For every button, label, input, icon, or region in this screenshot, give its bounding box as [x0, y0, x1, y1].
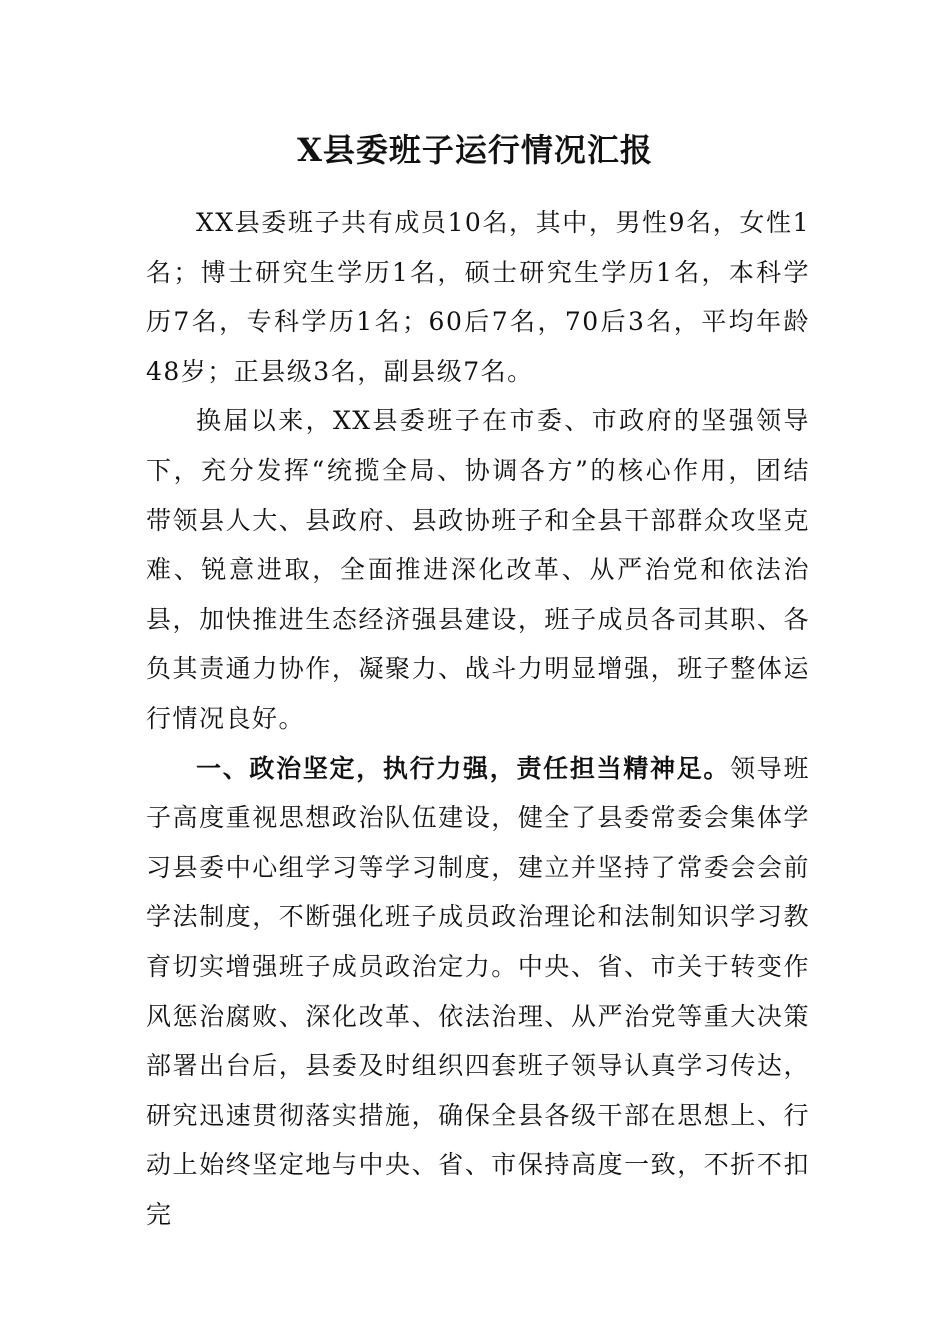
paragraph-members [146, 198, 810, 396]
document-title: X县委班子运行情况汇报 [297, 131, 653, 169]
document-body [146, 198, 810, 1239]
section-heading: 一、政治坚定，执行力强，责任担当精神足。 [196, 753, 731, 783]
paragraph-overview [146, 396, 810, 743]
paragraph-section-one [146, 744, 810, 1240]
paragraph-text: 换届以来，XX县委班子在市委、市政府的坚强领导下，充分发挥“统揽全局、协调各方”的核心作用，团结带领县人大、县政府、县政协班子和全县干部群众攻坚克难、锐意进取，全面推进深化改革、从严治党和依法治县，加快推进生态经济强县建设，班子成员各司其职、各负其责通力协作，凝聚力、战斗力明显增强，班子整体运行情况良好。 [146, 406, 810, 733]
paragraph-text: XX县委班子共有成员10名，其中，男性9名，女性1名；博士研究生学历1名，硕士研究生学历1名，本科学历7名，专科学历1名；60后7名，70后3名，平均年龄48岁；正县级3名，副县级7名。 [146, 208, 810, 386]
paragraph-text: 领导班子高度重视思想政治队伍建设，健全了县委常委会集体学习县委中心组学习等学习制度，建立并坚持了常委会会前学法制度，不断强化班子成员政治理论和法制知识学习教育切实增强班子成员政治定力。中央、省、市关于转变作风惩治腐败、深化改革、依法治理、从严治党等重大决策部署出台后，县委及时组织四套班子领导认真学习传达，研究迅速贯彻落实措施，确保全县各级干部在思想上、行动上始终坚定地与中央、省、市保持高度一致，不折不扣完 [146, 753, 810, 1229]
